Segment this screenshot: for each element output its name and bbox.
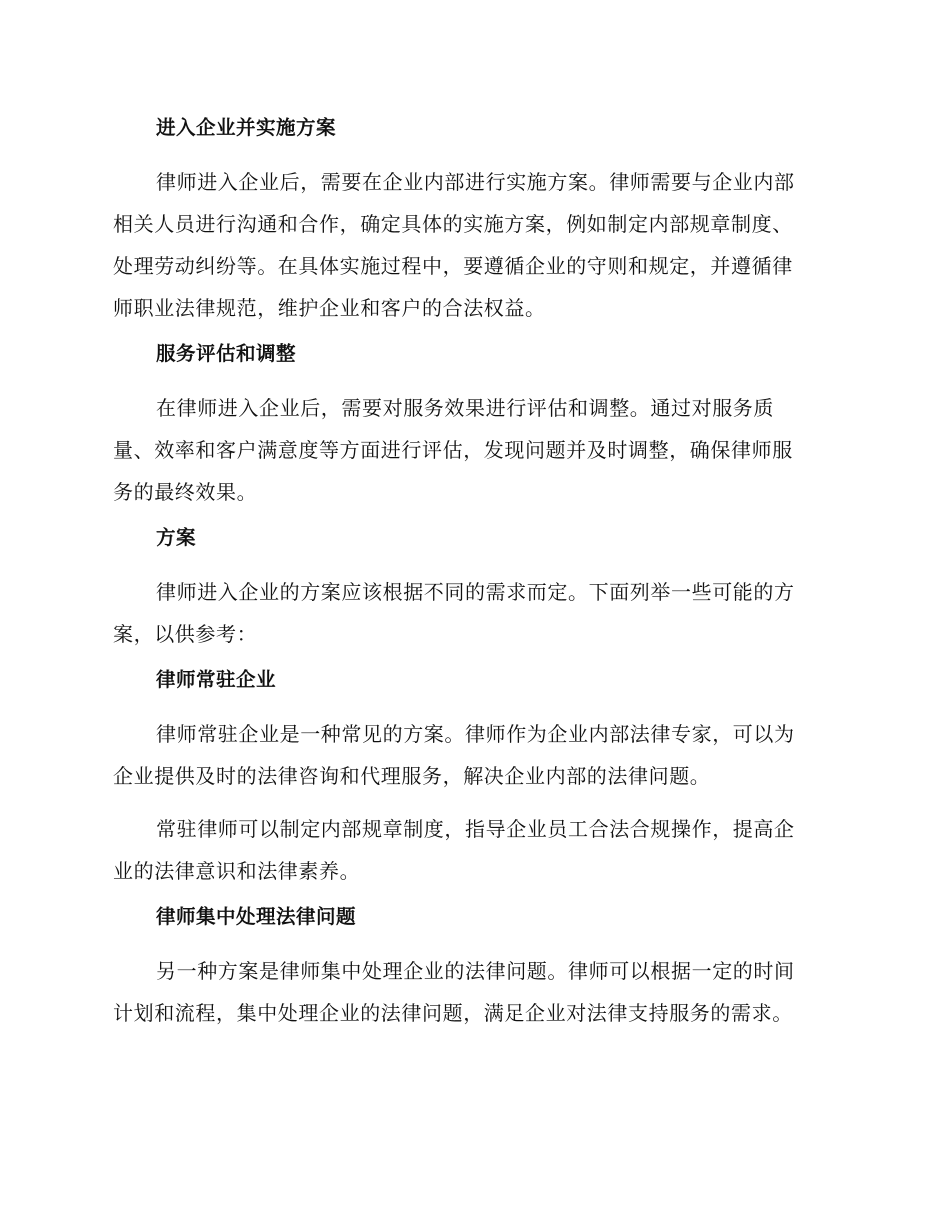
paragraph xyxy=(113,808,830,892)
paragraph xyxy=(113,571,830,655)
section-evaluation xyxy=(113,340,830,513)
section-plan xyxy=(113,524,830,655)
section-centralized-handling xyxy=(113,903,830,1034)
section-heading: 律师集中处理法律问题 xyxy=(156,905,357,928)
section-resident-lawyer xyxy=(113,666,830,892)
paragraph-line: 计划和流程，集中处理企业的法律问题，满足企业对法律支持服务的需求。 xyxy=(113,1001,793,1025)
paragraph xyxy=(113,950,830,1034)
section-heading: 进入企业并实施方案 xyxy=(156,116,337,139)
paragraph-line: 在律师进入企业后，需要对服务效果进行评估和调整。通过对服务质 xyxy=(156,396,774,420)
paragraph-line: 律师进入企业后，需要在企业内部进行实施方案。律师需要与企业内部 xyxy=(156,170,795,194)
paragraph-line: 常驻律师可以制定内部规章制度，指导企业员工合法合规操作，提高企 xyxy=(156,817,795,841)
paragraph-line: 案，以供参考： xyxy=(113,622,258,646)
section-implement xyxy=(113,114,830,329)
paragraph-line: 律师常驻企业是一种常见的方案。律师作为企业内部法律专家，可以为 xyxy=(156,722,795,746)
section-heading: 律师常驻企业 xyxy=(156,668,277,691)
paragraph-line: 业的法律意识和法律素养。 xyxy=(113,859,361,883)
paragraph-line: 律师进入企业的方案应该根据不同的需求而定。下面列举一些可能的方 xyxy=(156,580,795,604)
paragraph-line: 务的最终效果。 xyxy=(113,480,258,504)
paragraph-line: 处理劳动纠纷等。在具体实施过程中，要遵循企业的守则和规定，并遵循律 xyxy=(113,254,793,278)
paragraph-line: 师职业法律规范，维护企业和客户的合法权益。 xyxy=(113,296,546,320)
paragraph-line: 另一种方案是律师集中处理企业的法律问题。律师可以根据一定的时间 xyxy=(156,959,795,983)
section-heading: 服务评估和调整 xyxy=(156,342,297,365)
section-heading: 方案 xyxy=(156,526,197,549)
paragraph xyxy=(113,387,830,513)
paragraph-line: 企业提供及时的法律咨询和代理服务，解决企业内部的法律问题。 xyxy=(113,764,711,788)
paragraph xyxy=(113,161,830,329)
paragraph-line: 量、效率和客户满意度等方面进行评估，发现问题并及时调整，确保律师服 xyxy=(113,438,793,462)
paragraph-line: 相关人员进行沟通和合作，确定具体的实施方案，例如制定内部规章制度、 xyxy=(113,212,793,236)
paragraph xyxy=(113,713,830,797)
